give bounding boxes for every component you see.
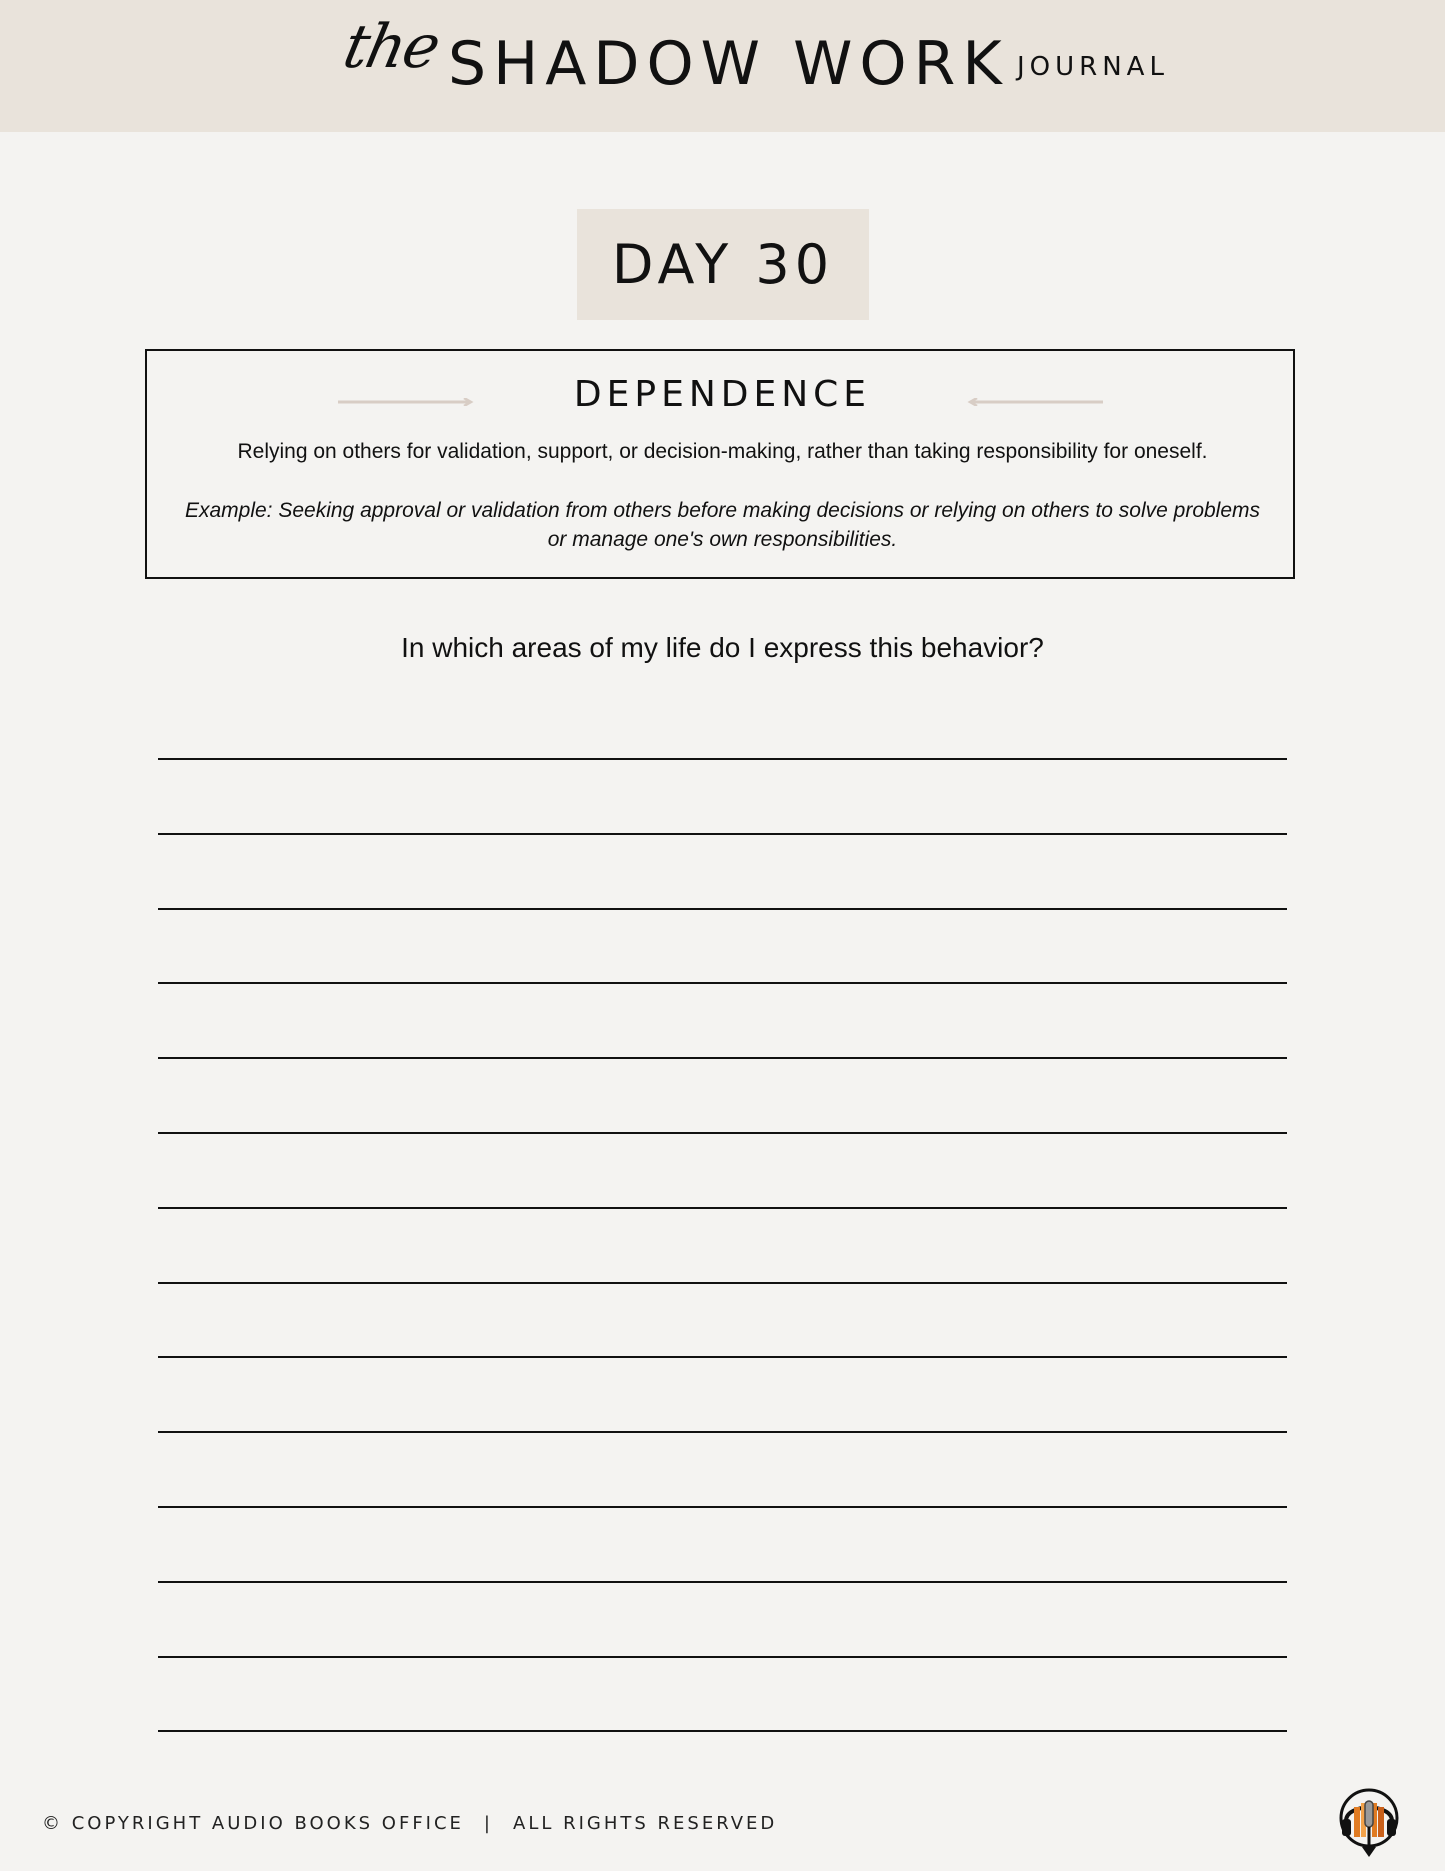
definition-text: Relying on others for validation, support, or decision-making, rather than taking responsibility for oneself. [237, 440, 1208, 463]
footer-separator: | [483, 1813, 493, 1834]
brand-title: SHADOW WORK [448, 29, 1009, 99]
writing-line[interactable] [158, 758, 1287, 760]
writing-line[interactable] [158, 1132, 1287, 1134]
example-line-2: or manage one's own responsibilities. [547, 528, 898, 551]
writing-line[interactable] [158, 1431, 1287, 1433]
brand-subtitle: JOURNAL [1017, 52, 1169, 82]
day-label: DAY 30 [577, 209, 869, 320]
rights-text: ALL RIGHTS RESERVED [513, 1813, 778, 1834]
writing-line[interactable] [158, 1207, 1287, 1209]
writing-line[interactable] [158, 1282, 1287, 1284]
writing-line[interactable] [158, 833, 1287, 835]
term-heading: DEPENDENCE [573, 374, 872, 415]
audio-books-office-logo [1336, 1787, 1402, 1859]
writing-line[interactable] [158, 1581, 1287, 1583]
brand-the: the [337, 12, 445, 82]
writing-line[interactable] [158, 1506, 1287, 1508]
footer [42, 1813, 777, 1834]
writing-line[interactable] [158, 1656, 1287, 1658]
writing-line[interactable] [158, 1057, 1287, 1059]
writing-line[interactable] [158, 1730, 1287, 1732]
journal-question: In which areas of my life do I express this behavior? [401, 632, 1044, 663]
writing-line[interactable] [158, 982, 1287, 984]
writing-line[interactable] [158, 908, 1287, 910]
example-line-1: Example: Seeking approval or validation from others before making decisions or relying on others to solve problems [184, 499, 1261, 522]
writing-lines [158, 0, 1287, 1871]
writing-line[interactable] [158, 1356, 1287, 1358]
copyright-text: © COPYRIGHT AUDIO BOOKS OFFICE [42, 1813, 464, 1834]
